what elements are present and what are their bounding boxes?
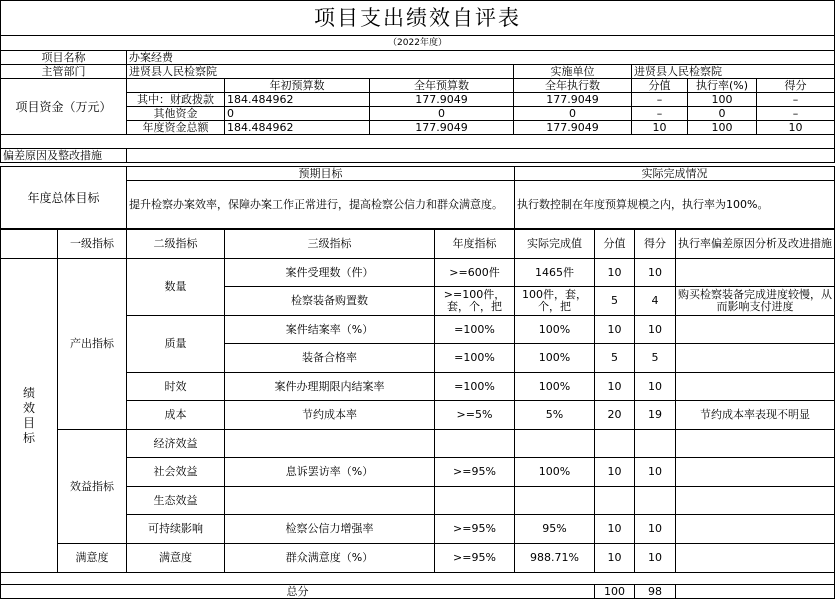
spacer-row [1, 135, 835, 149]
impl-label: 实施单位 [514, 65, 632, 79]
benefit-label: 效益指标 [58, 430, 127, 544]
table-row: 成本 节约成本率 >=5% 5% 20 19 节约成本率表现不明显 [1, 401, 835, 430]
ind-header: 执行率偏差原因分析及改进措施 [676, 230, 835, 259]
actual-goal: 执行数控制在年度预算规模之内，执行率为100%。 [515, 181, 835, 229]
indicators-table [0, 229, 835, 599]
funds-header: 全年执行数 [514, 79, 632, 93]
total-row [1, 585, 835, 599]
goal-label: 年度总体目标 [1, 167, 127, 229]
econ-label: 经济效益 [127, 430, 225, 458]
funds-label: 项目资金（万元） [1, 79, 127, 135]
table-row: 装备合格率 =100% 100% 5 5 [1, 344, 835, 373]
social-label: 社会效益 [127, 458, 225, 487]
satisfaction-label: 满意度 [58, 544, 127, 573]
funds-row: 年度资金总额 184.484962 177.9049 177.9049 10 100 10 [1, 121, 835, 135]
eco-label: 生态效益 [127, 487, 225, 515]
funds-header: 执行率(%) [688, 79, 757, 93]
table-row: 绩效目标 产出指标 数量 案件受理数（件） >=600件 1465件 10 10 [1, 259, 835, 287]
expected-header: 预期目标 [127, 167, 515, 181]
cost-label: 成本 [127, 401, 225, 430]
total-got: 98 [635, 585, 676, 599]
funds-header: 得分 [757, 79, 835, 93]
total-label: 总分 [1, 585, 595, 599]
dept-label: 主管部门 [1, 65, 127, 79]
section-label-cell [1, 259, 58, 573]
table-row: 可持续影响 检察公信力增强率 >=95% 95% 10 10 [1, 515, 835, 544]
project-name-value: 办案经费 [127, 51, 835, 65]
ind-header: 一级指标 [58, 230, 127, 259]
funds-table [0, 50, 835, 163]
deviation-label: 偏差原因及整改措施 [1, 149, 127, 163]
goal-table [0, 166, 835, 229]
sat-label: 满意度 [127, 544, 225, 573]
section-label: 绩效目标 [23, 385, 36, 445]
table-row [1, 430, 835, 458]
quality-label: 质量 [127, 316, 225, 373]
output-label: 产出指标 [58, 259, 127, 430]
ind-header: 实际完成值 [515, 230, 595, 259]
table-row [1, 487, 835, 515]
ind-header: 分值 [595, 230, 635, 259]
header-blank [1, 230, 58, 259]
table-row: 检察装备购置数 >=100件，套，个，把 100件，套，个，把 5 4 购买检察装备完成进度较慢，从而影响支付进度 [1, 287, 835, 316]
ind-header: 年度指标 [435, 230, 515, 259]
funds-header: 分值 [632, 79, 688, 93]
table-row: 时效 案件办理期限内结案率 =100% 100% 10 10 [1, 373, 835, 401]
table-row: 质量 案件结案率（%） =100% 100% 10 10 [1, 316, 835, 344]
year-label: （2022年度） [0, 35, 835, 51]
dept-value: 进贤县人民检察院 [127, 65, 514, 79]
ind-header: 三级指标 [225, 230, 435, 259]
funds-row: 其他资金 0 0 0 – 0 – [1, 107, 835, 121]
timeliness-label: 时效 [127, 373, 225, 401]
funds-header: 年初预算数 [225, 79, 370, 93]
project-name-label: 项目名称 [1, 51, 127, 65]
table-row: 满意度 满意度 群众满意度（%） >=95% 988.71% 10 10 [1, 544, 835, 573]
expected-goal: 提升检察办案效率，保障办案工作正常进行，提高检察公信力和群众满意度。 [127, 181, 515, 229]
quantity-label: 数量 [127, 259, 225, 316]
sustain-label: 可持续影响 [127, 515, 225, 544]
actual-header: 实际完成情况 [515, 167, 835, 181]
ind-header: 二级指标 [127, 230, 225, 259]
ind-header: 得分 [635, 230, 676, 259]
deviation-value [127, 149, 835, 163]
sheet-title: 项目支出绩效自评表 [0, 0, 835, 35]
funds-row: 其中：财政拨款 184.484962 177.9049 177.9049 – 100 – [1, 93, 835, 107]
funds-header: 全年预算数 [370, 79, 514, 93]
total-score: 100 [595, 585, 635, 599]
table-row: 社会效益 息诉罢访率（%） >=95% 100% 10 10 [1, 458, 835, 487]
funds-header-blank [127, 79, 225, 93]
spacer-row [1, 573, 835, 585]
impl-value: 进贤县人民检察院 [632, 65, 835, 79]
